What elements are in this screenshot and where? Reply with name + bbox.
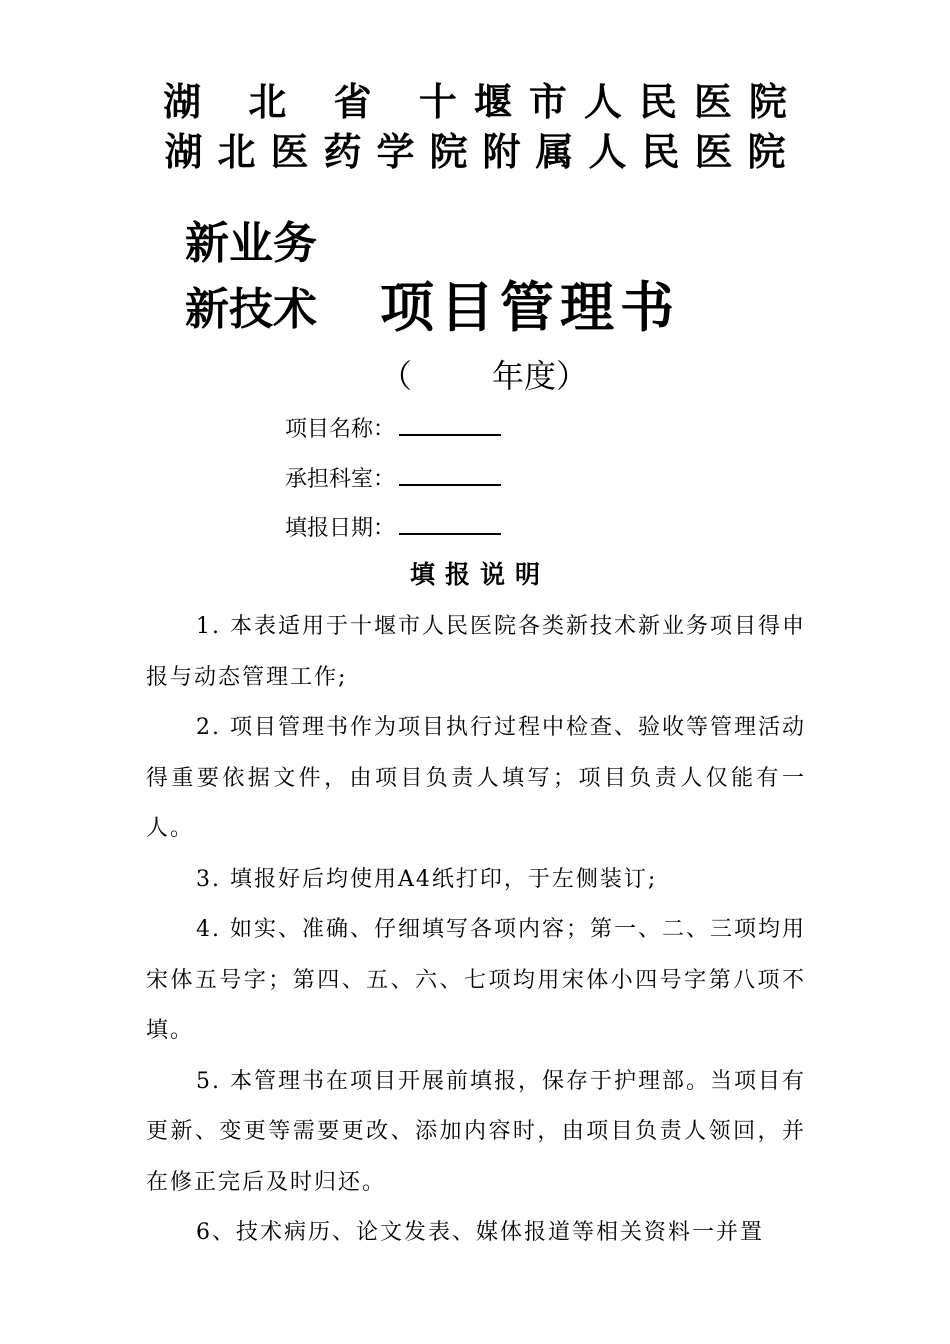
subtitle-new-business: 新业务 — [185, 218, 317, 269]
instruction-item: 4. 如实、准确、仔细填写各项内容；第一、二、三项均用宋体五号字；第四、五、六、七项均用宋体小四号字第八项不填。 — [146, 917, 806, 1043]
field-department — [285, 462, 501, 495]
field-project-name — [285, 412, 501, 445]
field-label: 承担科室： — [285, 467, 396, 492]
instructions-title: 填报说明 — [409, 560, 550, 589]
instruction-item: 6、技术病历、论文发表、媒体报道等相关资料一并置 — [196, 1220, 764, 1245]
field-label: 项目名称： — [285, 417, 396, 442]
hospital-name-line1: 湖 北 省 十堰市人民医院 — [163, 80, 804, 124]
instruction-item: 5. 本管理书在项目开展前填报，保存于护理部。当项目有更新、变更等需要更改、添加内容时，由项目负责人领回，并在修正完后及时归还。 — [146, 1068, 806, 1195]
instruction-item: 3. 填报好后均使用A4纸打印，于左侧装订; — [196, 866, 658, 892]
instruction-item: 1. 本表适用于十堰市人民医院各类新技术新业务项目得申报与动态管理工作; — [146, 614, 806, 690]
field-blank-line — [399, 511, 501, 535]
instruction-item: 2. 项目管理书作为项目执行过程中检查、验收等管理活动得重要依据文件，由项目负责人填写；项目负责人仅能有一人。 — [146, 715, 806, 841]
field-report-date — [285, 511, 501, 544]
hospital-name-line2: 湖北医药学院附属人民医院 — [164, 130, 801, 174]
field-blank-line — [399, 412, 501, 436]
instructions-body — [146, 602, 806, 1259]
subtitle-new-technology: 新技术 — [185, 284, 317, 335]
main-title: 项目管理书 — [380, 276, 680, 339]
year-line — [380, 356, 588, 396]
year-open-paren: （ — [380, 357, 413, 395]
field-blank-line — [399, 462, 501, 486]
year-label: 年度） — [492, 357, 589, 395]
field-label: 填报日期： — [285, 516, 396, 541]
